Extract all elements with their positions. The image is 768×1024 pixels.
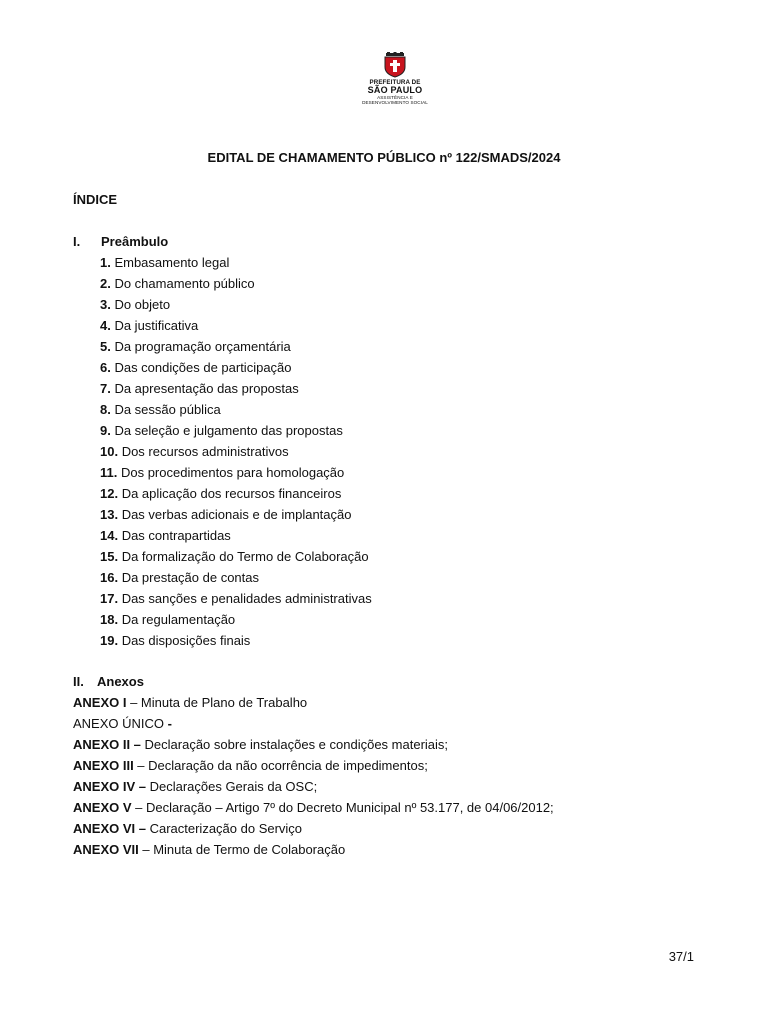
toc-item-text: Da programação orçamentária	[110, 339, 291, 354]
toc-item-text: Da regulamentação	[118, 612, 236, 627]
toc-item	[100, 549, 372, 570]
toc-item-text: Da prestação de contas	[118, 570, 259, 585]
toc-item-number: 17.	[100, 591, 119, 606]
annex-list	[73, 695, 554, 863]
toc-item-text: Da aplicação dos recursos financeiros	[118, 486, 342, 501]
toc-item	[100, 423, 372, 444]
page-number: 37/1	[668, 949, 694, 964]
annex-label: ANEXO III	[73, 758, 134, 773]
toc-item	[100, 381, 372, 402]
toc-item	[100, 360, 372, 381]
toc-item-text: Dos procedimentos para homologação	[117, 465, 345, 480]
annex-item	[73, 842, 554, 863]
toc-item-number: 14.	[100, 528, 119, 543]
toc-item-text: Da seleção e julgamento das propostas	[110, 423, 343, 438]
toc-item-number: 6.	[100, 360, 111, 375]
logo-line-1: PREFEITURA DE	[369, 79, 421, 86]
toc-item-text: Dos recursos administrativos	[118, 444, 289, 459]
annex-label: ANEXO VII	[73, 842, 139, 857]
toc-item	[100, 528, 372, 549]
logo-line-3a: ASSISTÊNCIA E	[377, 95, 413, 100]
preambulo-toc-list	[100, 255, 372, 654]
logo-line-2: SÃO PAULO	[367, 85, 423, 95]
annex-text: – Declaração da não ocorrência de impedimentos;	[133, 758, 428, 773]
toc-item	[100, 612, 372, 633]
toc-item-text: Da apresentação das propostas	[110, 381, 299, 396]
toc-item-text: Da sessão pública	[110, 402, 221, 417]
toc-item	[100, 591, 372, 612]
toc-item	[100, 318, 372, 339]
toc-item-number: 4.	[100, 318, 111, 333]
index-heading: ÍNDICE	[73, 192, 118, 207]
annex-item	[73, 779, 554, 800]
section-label: Preâmbulo	[101, 234, 169, 249]
toc-item-text: Das disposições finais	[118, 633, 251, 648]
toc-item-text: Do chamamento público	[110, 276, 255, 291]
toc-item	[100, 507, 372, 528]
toc-item-number: 10.	[100, 444, 119, 459]
annex-text: -	[164, 716, 172, 731]
annex-item	[73, 800, 554, 821]
toc-item-number: 11.	[100, 465, 118, 480]
toc-item	[100, 633, 372, 654]
annex-label: ANEXO II –	[73, 737, 141, 752]
toc-item-number: 9.	[100, 423, 111, 438]
section-anexos-heading	[73, 674, 144, 689]
toc-item	[100, 570, 372, 591]
toc-item-number: 13.	[100, 507, 119, 522]
annex-text: Declarações Gerais da OSC;	[145, 779, 318, 794]
toc-item	[100, 339, 372, 360]
section-number: I.	[73, 234, 81, 249]
prefeitura-logo	[355, 52, 435, 108]
toc-item-text: Da justificativa	[110, 318, 199, 333]
toc-item-number: 7.	[100, 381, 111, 396]
annex-text: Caracterização do Serviço	[145, 821, 303, 836]
annex-label: ANEXO I	[73, 695, 127, 710]
toc-item-number: 12.	[100, 486, 119, 501]
annex-item	[73, 821, 554, 842]
section-preambulo-heading	[73, 234, 168, 249]
document-title: EDITAL DE CHAMAMENTO PÚBLICO nº 122/SMADS/2024	[207, 150, 561, 165]
toc-item-number: 19.	[100, 633, 119, 648]
annex-text: – Minuta de Termo de Colaboração	[138, 842, 346, 857]
logo-line-3b: DESENVOLVIMENTO SOCIAL	[362, 100, 428, 105]
toc-item	[100, 276, 372, 297]
annex-item	[73, 695, 554, 716]
section-number: II.	[73, 674, 84, 689]
annex-item	[73, 737, 554, 758]
section-label: Anexos	[97, 674, 144, 689]
toc-item	[100, 465, 372, 486]
toc-item-text: Das condições de participação	[110, 360, 292, 375]
toc-item	[100, 444, 372, 465]
toc-item	[100, 297, 372, 318]
toc-item-text: Das contrapartidas	[118, 528, 231, 543]
toc-item-text: Das verbas adicionais e de implantação	[118, 507, 352, 522]
toc-item-number: 1.	[100, 255, 111, 270]
toc-item-number: 2.	[100, 276, 111, 291]
toc-item	[100, 486, 372, 507]
annex-label: ANEXO VI –	[73, 821, 146, 836]
annex-text: – Declaração – Artigo 7º do Decreto Municipal nº 53.177, de 04/06/2012;	[131, 800, 554, 815]
toc-item-text: Das sanções e penalidades administrativas	[118, 591, 372, 606]
toc-item-number: 3.	[100, 297, 111, 312]
toc-item	[100, 402, 372, 423]
annex-text: Declaração sobre instalações e condições materiais;	[140, 737, 449, 752]
annex-item	[73, 758, 554, 779]
toc-item-number: 18.	[100, 612, 119, 627]
annex-item	[73, 716, 554, 737]
toc-item-number: 5.	[100, 339, 111, 354]
annex-label: ANEXO V	[73, 800, 132, 815]
toc-item-number: 16.	[100, 570, 119, 585]
annex-text: – Minuta de Plano de Trabalho	[126, 695, 308, 710]
sao-paulo-crest-icon	[382, 52, 408, 78]
toc-item-number: 8.	[100, 402, 111, 417]
toc-item-text: Embasamento legal	[110, 255, 230, 270]
toc-item	[100, 255, 372, 276]
toc-item-text: Da formalização do Termo de Colaboração	[118, 549, 369, 564]
annex-label: ANEXO ÚNICO	[73, 716, 165, 731]
toc-item-number: 15.	[100, 549, 119, 564]
annex-label: ANEXO IV –	[73, 779, 146, 794]
toc-item-text: Do objeto	[110, 297, 171, 312]
